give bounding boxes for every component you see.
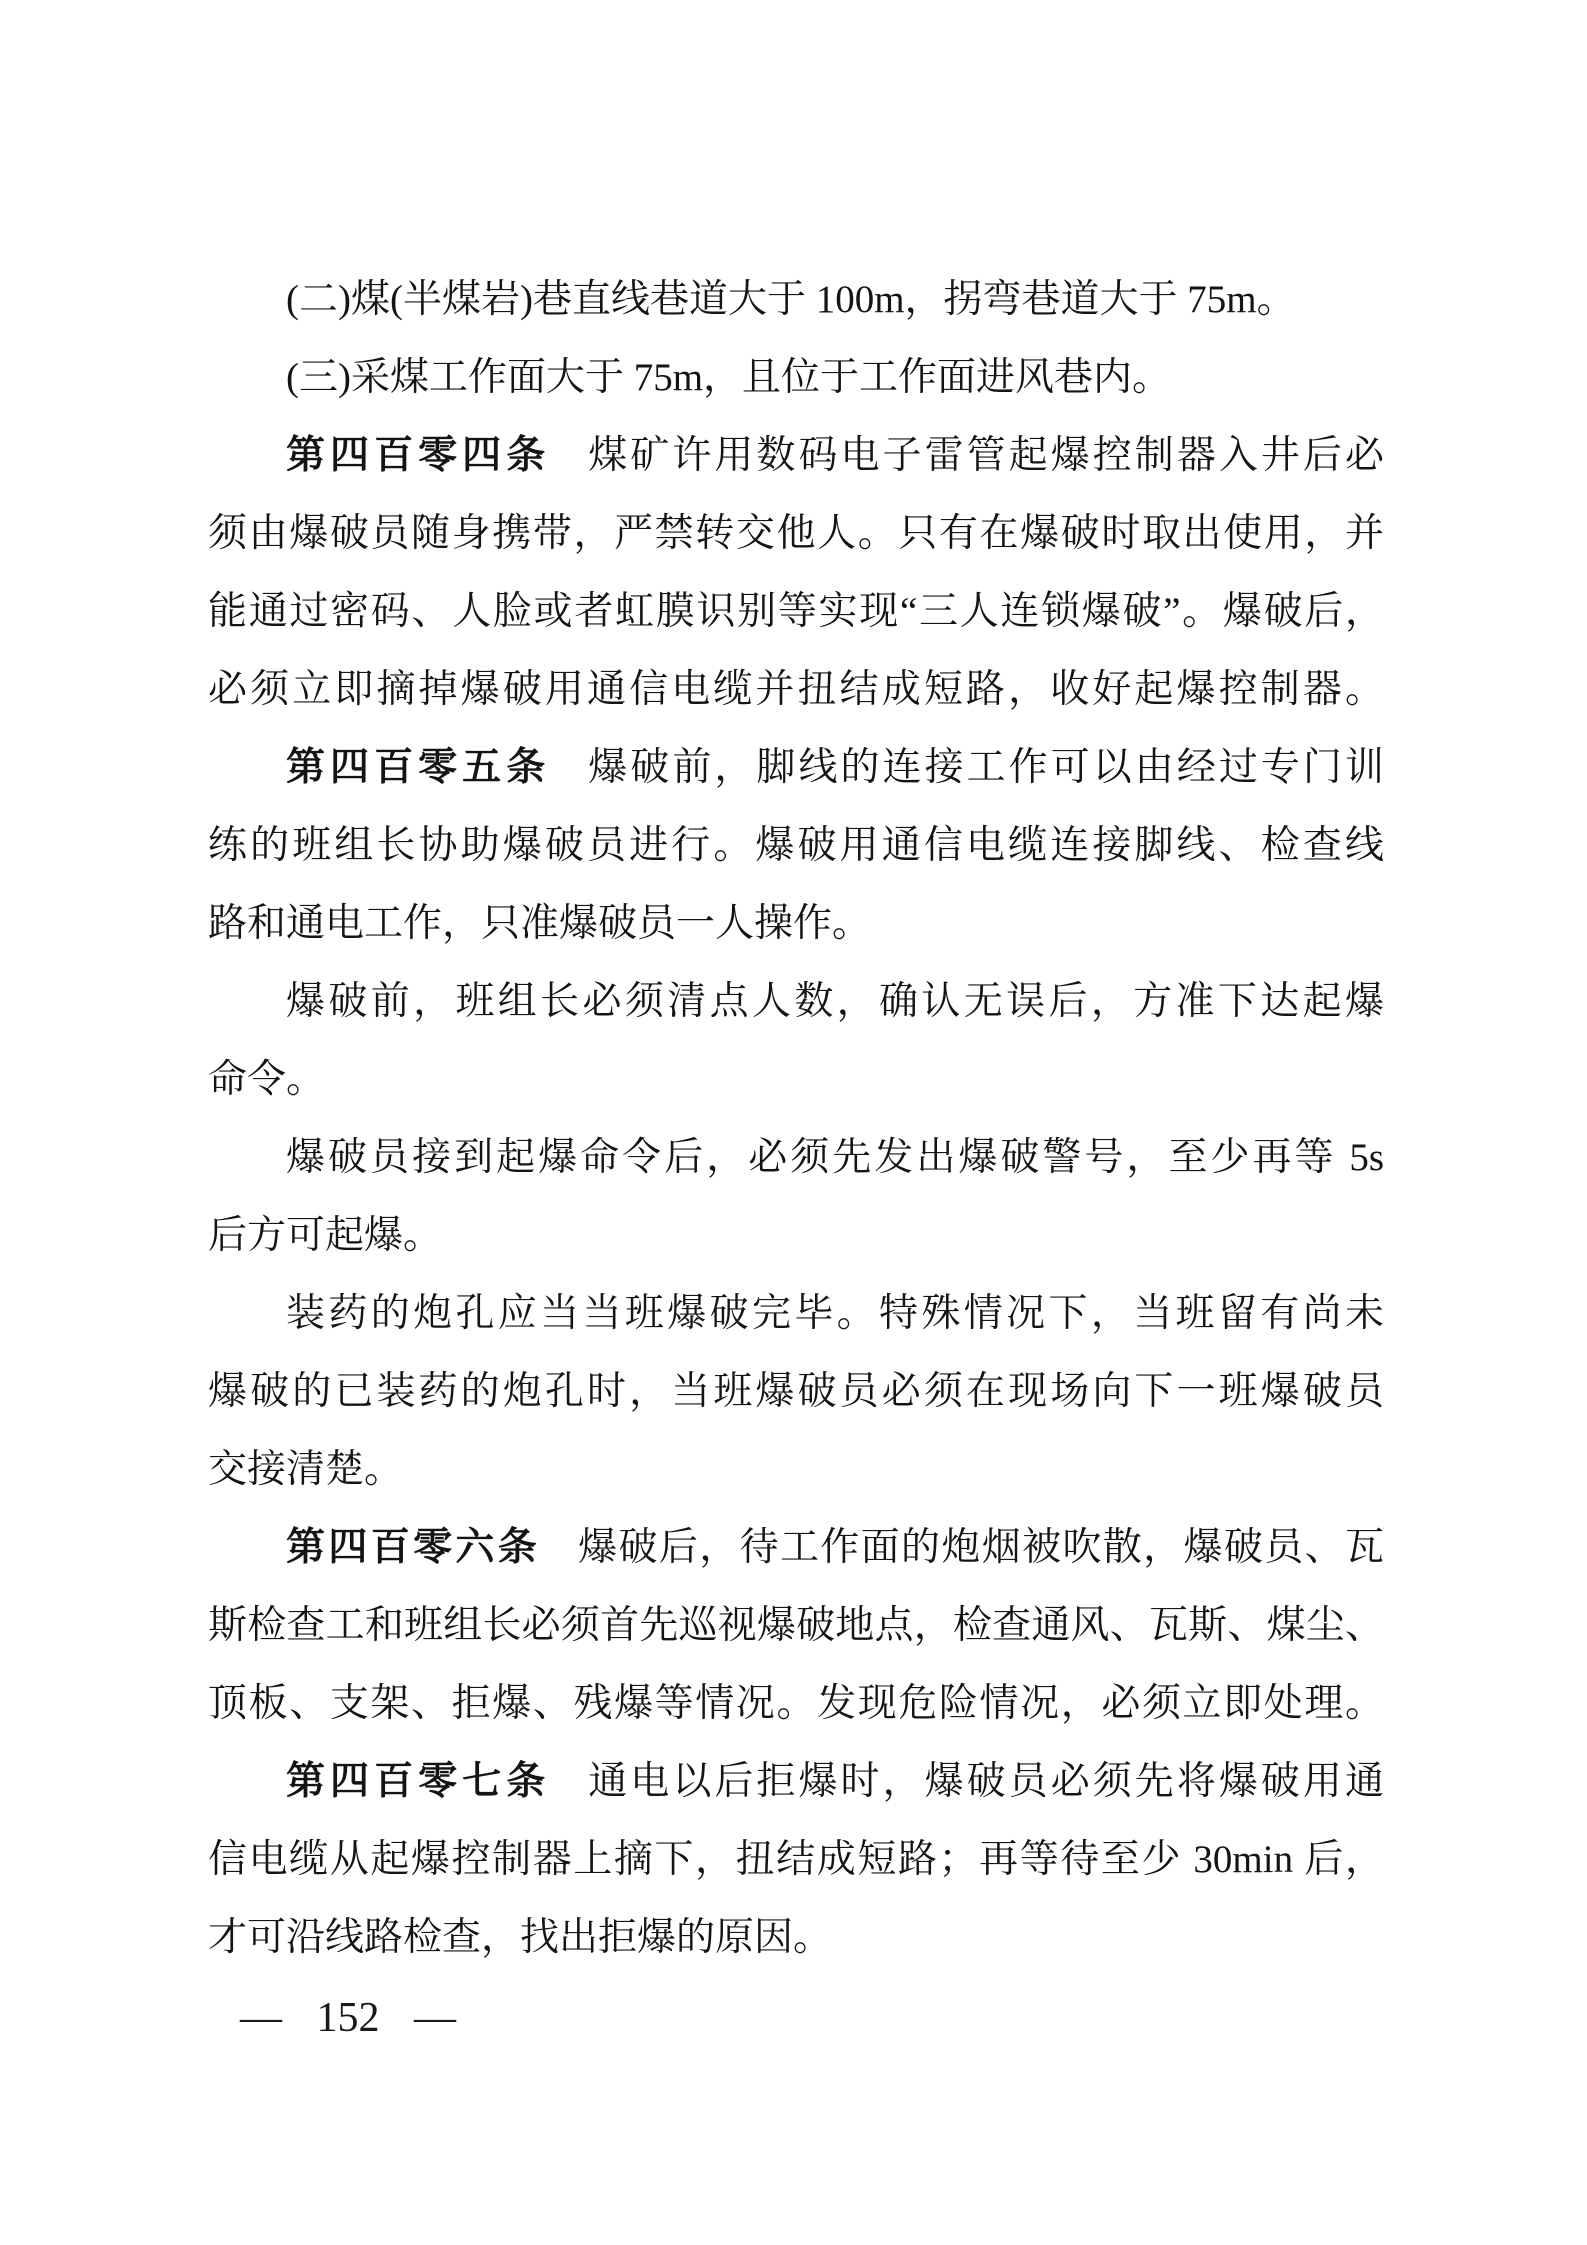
line-text: 装药的炮孔应当当班爆破完毕。特殊情况下，当班留有尚未: [286, 1292, 1384, 1335]
text-line: [208, 495, 1384, 573]
text-line: [208, 1899, 1384, 1977]
text-line: [208, 651, 1384, 729]
text-line: [208, 729, 1384, 807]
line-text: 命令。: [208, 1058, 326, 1101]
line-text: 爆破前，班组长必须清点人数，确认无误后，方准下达起爆: [286, 980, 1384, 1023]
line-text: 练的班组长协助爆破员进行。爆破用通信电缆连接脚线、检查线: [208, 824, 1384, 867]
text-line: [208, 963, 1384, 1041]
line-text: 路和通电工作，只准爆破员一人操作。: [208, 902, 872, 945]
article-number: 第四百零七条: [286, 1760, 551, 1803]
line-text: 须由爆破员随身携带，严禁转交他人。只有在爆破时取出使用，并: [208, 512, 1384, 555]
text-line: [208, 1119, 1384, 1197]
text-line: [208, 885, 1384, 963]
text-line: [208, 1041, 1384, 1119]
text-line: [208, 261, 1384, 339]
text-line: [208, 1821, 1384, 1899]
line-text: 爆破后，待工作面的炮烟被吹散，爆破员、瓦: [578, 1526, 1384, 1569]
line-text: 爆破员接到起爆命令后，必须先发出爆破警号，至少再等 5s: [286, 1136, 1384, 1179]
line-text: 通电以后拒爆时，爆破员必须先将爆破用通: [588, 1760, 1384, 1803]
line-text: 爆破前，脚线的连接工作可以由经过专门训: [588, 746, 1384, 789]
text-line: [208, 1197, 1384, 1275]
line-text: 才可沿线路检查，找出拒爆的原因。: [208, 1916, 833, 1959]
line-text: 交接清楚。: [208, 1448, 404, 1491]
line-text: 必须立即摘掉爆破用通信电缆并扭结成短路，收好起爆控制器。: [208, 668, 1384, 711]
article-number: 第四百零四条: [286, 434, 551, 477]
line-text: 后方可起爆。: [208, 1214, 443, 1257]
line-text: 斯检查工和班组长必须首先巡视爆破地点，检查通风、瓦斯、煤尘、: [208, 1604, 1384, 1647]
page-number: — 152 —: [240, 1995, 456, 2041]
line-text: 能通过密码、人脸或者虹膜识别等实现“三人连锁爆破”。爆破后，: [208, 590, 1384, 633]
line-text: (三)采煤工作面大于 75m，且位于工作面进风巷内。: [286, 356, 1172, 399]
article-number: 第四百零五条: [286, 746, 551, 789]
line-text: 顶板、支架、拒爆、残爆等情况。发现危险情况，必须立即处理。: [208, 1682, 1384, 1725]
text-line: [208, 1665, 1384, 1743]
text-line: [208, 1587, 1384, 1665]
text-line: [208, 1353, 1384, 1431]
text-line: [208, 417, 1384, 495]
line-text: 爆破的已装药的炮孔时，当班爆破员必须在现场向下一班爆破员: [208, 1370, 1384, 1413]
article-number: 第四百零六条: [286, 1526, 541, 1569]
text-line: [208, 1743, 1384, 1821]
text-line: [208, 1431, 1384, 1509]
document-text: [208, 261, 1384, 1977]
text-line: [208, 807, 1384, 885]
line-text: 煤矿许用数码电子雷管起爆控制器入井后必: [588, 434, 1384, 477]
text-line: [208, 339, 1384, 417]
line-text: (二)煤(半煤岩)巷直线巷道大于 100m，拐弯巷道大于 75m。: [286, 278, 1296, 321]
text-line: [208, 1275, 1384, 1353]
text-line: [208, 1509, 1384, 1587]
line-text: 信电缆从起爆控制器上摘下，扭结成短路；再等待至少 30min 后，: [208, 1838, 1384, 1881]
text-line: [208, 573, 1384, 651]
page-footer: [240, 1992, 456, 2044]
